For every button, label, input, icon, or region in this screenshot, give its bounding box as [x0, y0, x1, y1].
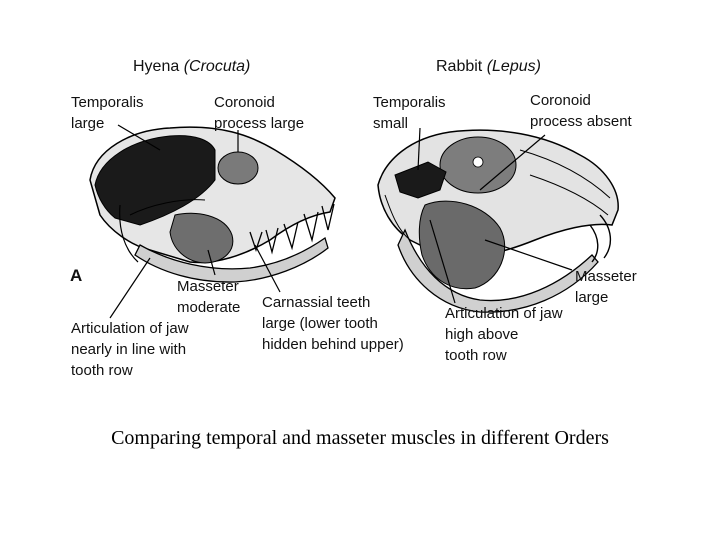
hyena-masseter-label: Masseter moderate — [177, 278, 241, 316]
hyena-coronoid-label: Coronoid process large — [214, 94, 305, 132]
rabbit-articulation-label: Articulation of jaw high above tooth row — [445, 305, 563, 364]
hyena-title — [133, 58, 250, 76]
rabbit-masseter-label: Masseter large — [575, 268, 637, 306]
hyena-articulation-label: Articulation of jaw nearly in line with tooth row — [71, 320, 189, 379]
rabbit-title-name: Rabbit — [436, 58, 487, 75]
rabbit-title — [436, 58, 541, 76]
panel-letter: A — [70, 266, 83, 285]
hyena-title-name: Hyena — [133, 58, 184, 75]
hyena-temporalis-label: Temporalis large — [71, 94, 144, 132]
hyena-skull-drawing — [90, 127, 335, 282]
rabbit-temporalis-label: Temporalis small — [373, 94, 446, 132]
hyena-carnassial-label: Carnassial teeth large (lower tooth hidden behind upper) — [262, 294, 404, 353]
rabbit-coronoid-label: Coronoid process absent — [530, 92, 632, 130]
hyena-title-genus: (Crocuta) — [183, 58, 251, 75]
rabbit-title-genus: (Lepus) — [486, 58, 541, 75]
slide-caption: Comparing temporal and masseter muscles in different Orders — [111, 427, 609, 449]
